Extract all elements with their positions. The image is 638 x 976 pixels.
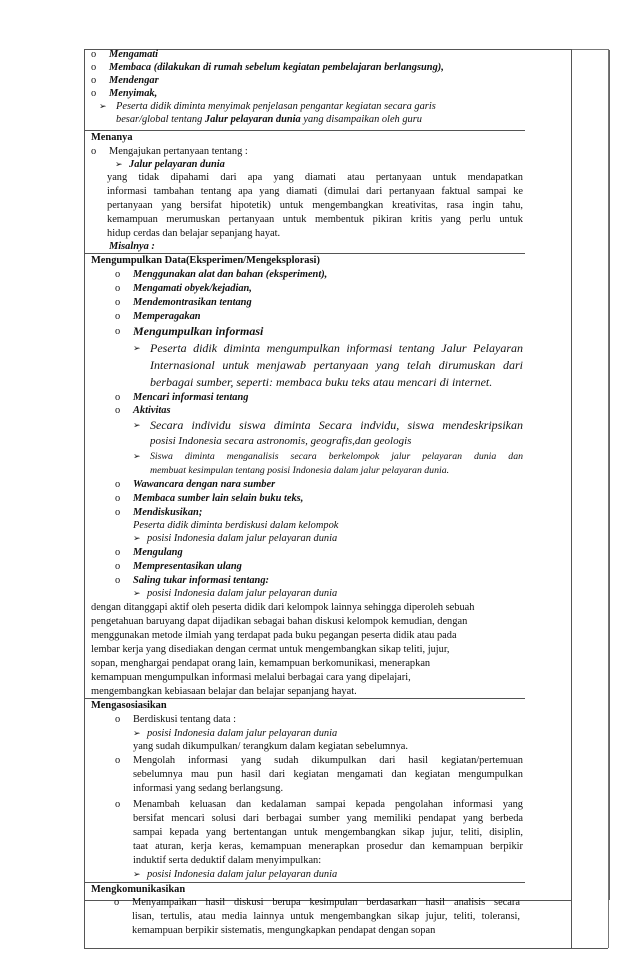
ask-paragraph-line: yang tidak dipahami dari apa yang diamati atau pertanyaan untuk mendapatkan xyxy=(107,172,523,183)
collect-paragraph-line: mengembangkan kebiasaan belajar dan belajar sepanjang hayat. xyxy=(91,686,357,697)
table-right-border-extension xyxy=(571,900,572,948)
ask-paragraph-line: hidup cerdas dan belajar sepanjang hayat. xyxy=(107,228,281,239)
right-column-divider xyxy=(609,50,610,900)
associate-item-3-line: induktif serta deduktif dalam menyimpulkan: xyxy=(133,855,322,866)
collect-heading: Mengumpulkan Data(Eksperimen/Mengeksplorasi) xyxy=(91,255,320,266)
associate-item-1-sub: ➢ posisi Indonesia dalam jalur pelayaran dunia xyxy=(133,728,338,739)
interview-item: o Wawancara dengan nara sumber xyxy=(115,479,276,490)
associate-item-2-line: sebelumnya mau pun hasil dari kegiatan mengamati dan kegiatan mengumpulkan xyxy=(133,769,523,780)
discuss-item: o Mendiskusikan; xyxy=(115,507,203,518)
table-top-border-ext xyxy=(572,49,608,50)
example-label: Misalnya : xyxy=(109,241,155,252)
associate-item-3-line: bersifat mencari solusi dari berbagai sumber yang memiliki pendapat yang berbeda xyxy=(133,813,523,824)
collect-info-sub: Internasional untuk menjawab pertanyaan yang telah dirumuskan dari xyxy=(150,358,523,372)
collect-paragraph-line: kemampuan mengumpulkan informasi melalui berbagai cara yang dipelajari, xyxy=(91,672,411,683)
read-item: o Membaca (dilakukan di rumah sebelum kegiatan pembelajaran berlangsung), xyxy=(91,62,444,73)
ask-item: o Mengajukan pertanyaan tentang : xyxy=(91,146,248,157)
observe-item: o Mengamati xyxy=(91,49,159,60)
associate-item-3-line: sampai kepada yang bertentangan untuk mengembangkan sikap jujur, teliti, disiplin, xyxy=(133,827,523,838)
communicate-item: o Menyampaikan hasil diskusi berupa kesimpulan berdasarkan hasil analisis secara xyxy=(114,897,520,908)
collect-item: o Mengamati obyek/kejadian, xyxy=(115,283,252,294)
collect-item: o Mendemontrasikan tentang xyxy=(115,297,252,308)
activity-1-cont: posisi Indonesia secara astronomis, geografis,dan geologis xyxy=(150,435,412,447)
communicate-item-line: lisan, tertulis, atau media lainnya untuk mengembangkan sikap jujur, teliti, toleransi, xyxy=(132,911,520,922)
associate-item-3: o Menambah keluasan dan kedalaman sampai kepada pengolahan informasi yang xyxy=(115,799,523,810)
search-item: o Mencari informasi tentang xyxy=(115,392,249,403)
lesson-table xyxy=(84,49,572,901)
read-other-item: o Membaca sumber lain selain buku teks, xyxy=(115,493,304,504)
ask-paragraph-line: kemampuan merumuskan pertanyaan untuk membentuk pikiran kritis yang perlu untuk xyxy=(107,214,523,225)
communicate-item-line: kemampuan berpikir sistematis, mengungkapkan pendapat dengan sopan xyxy=(132,925,436,936)
collect-paragraph-line: sopan, menghargai pendapat orang lain, kemampuan berkomunikasi, menerapkan xyxy=(91,658,431,669)
discuss-note: Peserta didik diminta berdiskusi dalam kelompok xyxy=(133,520,339,531)
collect-item: o Menggunakan alat dan bahan (eksperiment), xyxy=(115,269,328,280)
associate-item-3-sub: ➢ posisi Indonesia dalam jalur pelayaran dunia xyxy=(133,869,338,880)
collect-paragraph-line: menggunakan metode ilmiah yang terdapat pada buku pegangan peserta didik atau pada xyxy=(91,630,457,641)
table-left-border-extension xyxy=(84,900,85,948)
listen-item: o Mendengar xyxy=(91,75,159,86)
collect-info-sub: ➢ Peserta didik diminta mengumpulkan informasi tentang Jalur Pelayaran xyxy=(133,341,523,355)
observe-sub-line-2: besar/global tentang Jalur pelayaran dunia yang disampaikan oleh guru xyxy=(116,114,422,125)
activity-1: ➢ Secara individu siswa diminta Secara indvidu, siswa mendeskripsikan xyxy=(133,418,523,432)
collect-paragraph-line: dengan ditanggapi aktif oleh peserta didik dari kelompok lainnya sehingga diperoleh sebuah xyxy=(91,602,475,613)
table-bottom-border xyxy=(84,948,608,949)
ask-heading: Menanya xyxy=(91,132,133,143)
exchange-sub: ➢ posisi Indonesia dalam jalur pelayaran dunia xyxy=(133,588,338,599)
ask-paragraph-line: informasi tambahan tentang apa yang diamati (dimulai dari pertanyaan faktual sampai ke xyxy=(107,186,523,197)
ask-paragraph-line: pertanyaan yang bersifat hipotetik) untuk mengembangkan kreativitas, rasa ingin tahu, xyxy=(107,200,523,211)
table-outer-right-border xyxy=(608,49,609,901)
collect-info-item: o Mengumpulkan informasi xyxy=(115,324,264,338)
ask-topic: ➢ Jalur pelayaran dunia xyxy=(115,159,225,170)
collect-item: o Memperagakan xyxy=(115,311,201,322)
associate-heading: Mengasosiasikan xyxy=(91,700,167,711)
communicate-heading: Mengkomunikasikan xyxy=(91,884,186,895)
collect-paragraph-line: pengetahuan baruyang dapat dijadikan sebagai bahan diskusi kelompok kemudian, dengan xyxy=(91,616,468,627)
exchange-item: o Saling tukar informasi tentang: xyxy=(115,575,269,586)
collect-info-sub: berbagai sumber, seperti: membaca buku teks atau mencari di internet. xyxy=(150,375,493,389)
associate-item-2-line: informasi yang sedang berlangsung. xyxy=(133,783,284,794)
discuss-sub: ➢ posisi Indonesia dalam jalur pelayaran dunia xyxy=(133,533,338,544)
associate-item-1-cont: yang sudah dikumpulkan/ terangkum dalam kegiatan sebelumnya. xyxy=(133,741,408,752)
observe-sub-line-1: ➢ Peserta didik diminta menyimak penjelasan pengantar kegiatan secara garis xyxy=(99,101,436,112)
activity-item: o Aktivitas xyxy=(115,405,171,416)
activity-2-cont: membuat kesimpulan tentang posisi Indonesia dalam jalur pelayaran dunia. xyxy=(150,465,450,476)
table-far-right-border xyxy=(608,900,609,948)
collect-paragraph-line: lembar kerja yang disediakan dengan cermat untuk mengembangkan sikap teliti, jujur, xyxy=(91,644,450,655)
associate-item-3-line: taat aturan, kerja keras, kemampuan menerapkan prosedur dan kemampuan berpikir xyxy=(133,841,523,852)
represent-item: o Mempresentasikan ulang xyxy=(115,561,242,572)
repeat-item: o Mengulang xyxy=(115,547,183,558)
associate-item-2: o Mengolah informasi yang sudah dikumpulkan dari hasil kegiatan/pertemuan xyxy=(115,755,523,766)
activity-2: ➢ Siswa diminta menganalisis secara berkelompok jalur pelayaran dunia dan xyxy=(133,451,523,462)
listen-carefully-item: o Menyimak, xyxy=(91,88,158,99)
associate-item-1: o Berdiskusi tentang data : xyxy=(115,714,237,725)
